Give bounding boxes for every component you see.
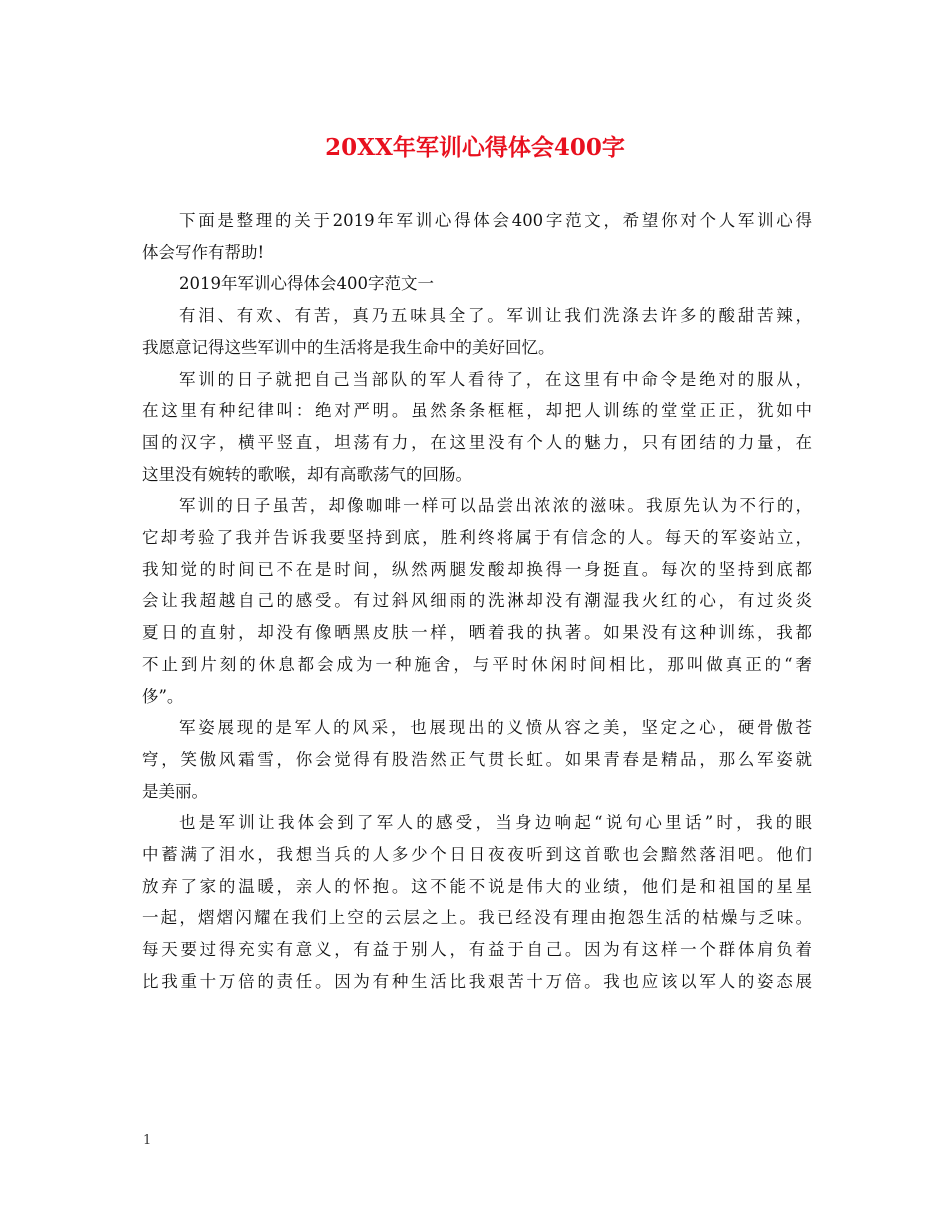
paragraph-line: 下面是整理的关于2019年军训心得体会400字范文，希望你对个人军训心得: [179, 211, 812, 230]
paragraph: [142, 364, 812, 491]
paragraph: [142, 300, 812, 363]
paragraph-line: 国的汉字，横平竖直，坦荡有力，在这里没有个人的魅力，只有团结的力量，在: [142, 432, 812, 452]
paragraph: [142, 712, 812, 807]
paragraph-line: 会让我超越自己的感受。有过斜风细雨的洗淋却没有潮湿我火红的心，有过炎炎: [142, 591, 812, 611]
paragraph-line: 有泪、有欢、有苦，真乃五味具全了。军训让我们洗涤去许多的酸甜苦辣，: [179, 306, 812, 326]
paragraph-line: 也是军训让我体会到了军人的感受，当身边响起“说句心里话”时，我的眼: [179, 813, 812, 833]
paragraph-line: 2019年军训心得体会400字范文一: [179, 274, 434, 294]
paragraph-line: 比我重十万倍的责任。因为有种生活比我艰苦十万倍。我也应该以军人的姿态展: [142, 971, 812, 991]
paragraph-line: 一起，熠熠闪耀在我们上空的云层之上。我已经没有理由抱怨生活的枯燥与乏味。: [142, 908, 812, 928]
paragraph-line: 不止到片刻的休息都会成为一种施舍，与平时休闲时间相比，那叫做真正的“奢: [142, 654, 812, 674]
paragraph-line: 我知觉的时间已不在是时间，纵然两腿发酸却换得一身挺直。每次的坚持到底都: [142, 559, 812, 579]
paragraph-line: 体会写作有帮助!: [142, 242, 265, 262]
paragraph-line: 中蓄满了泪水，我想当兵的人多少个日日夜夜听到这首歌也会黯然落泪吧。他们: [142, 845, 812, 865]
paragraph-line: 每天要过得充实有意义，有益于别人，有益于自己。因为有这样一个群体肩负着: [142, 940, 812, 960]
paragraph-line: 我愿意记得这些军训中的生活将是我生命中的美好回忆。: [142, 337, 555, 357]
paragraph: [142, 268, 812, 300]
document-title: 20XX年军训心得体会400字: [325, 134, 625, 161]
paragraph-line: 是美丽。: [142, 781, 208, 801]
paragraph: [142, 490, 812, 712]
paragraph-line: 侈”。: [142, 686, 184, 706]
paragraph-line: 军训的日子就把自己当部队的军人看待了，在这里有中命令是绝对的服从，: [179, 369, 812, 389]
paragraph-line: 军姿展现的是军人的风采，也展现出的义愤从容之美，坚定之心，硬骨傲苍: [179, 718, 812, 738]
page-number: 1: [143, 1133, 152, 1148]
paragraph-line: 这里没有婉转的歌喉，却有高歌荡气的回肠。: [142, 464, 472, 484]
document-body: [142, 205, 812, 998]
paragraph-line: 放弃了家的温暖，亲人的怀抱。这不能不说是伟大的业绩，他们是和祖国的星星: [142, 876, 812, 896]
paragraph-line: 军训的日子虽苦，却像咖啡一样可以品尝出浓浓的滋味。我原先认为不行的，: [179, 496, 812, 516]
paragraph-line: 穹，笑傲风霜雪，你会觉得有股浩然正气贯长虹。如果青春是精品，那么军姿就: [142, 749, 812, 769]
paragraph-line: 在这里有种纪律叫：绝对严明。虽然条条框框，却把人训练的堂堂正正，犹如中: [142, 401, 812, 421]
paragraph-line: 夏日的直射，却没有像晒黑皮肤一样，晒着我的执著。如果没有这种训练，我都: [142, 623, 812, 643]
paragraph: [142, 205, 812, 268]
paragraph: [142, 807, 812, 997]
paragraph-line: 它却考验了我并告诉我要坚持到底，胜利终将属于有信念的人。每天的军姿站立，: [142, 528, 812, 548]
